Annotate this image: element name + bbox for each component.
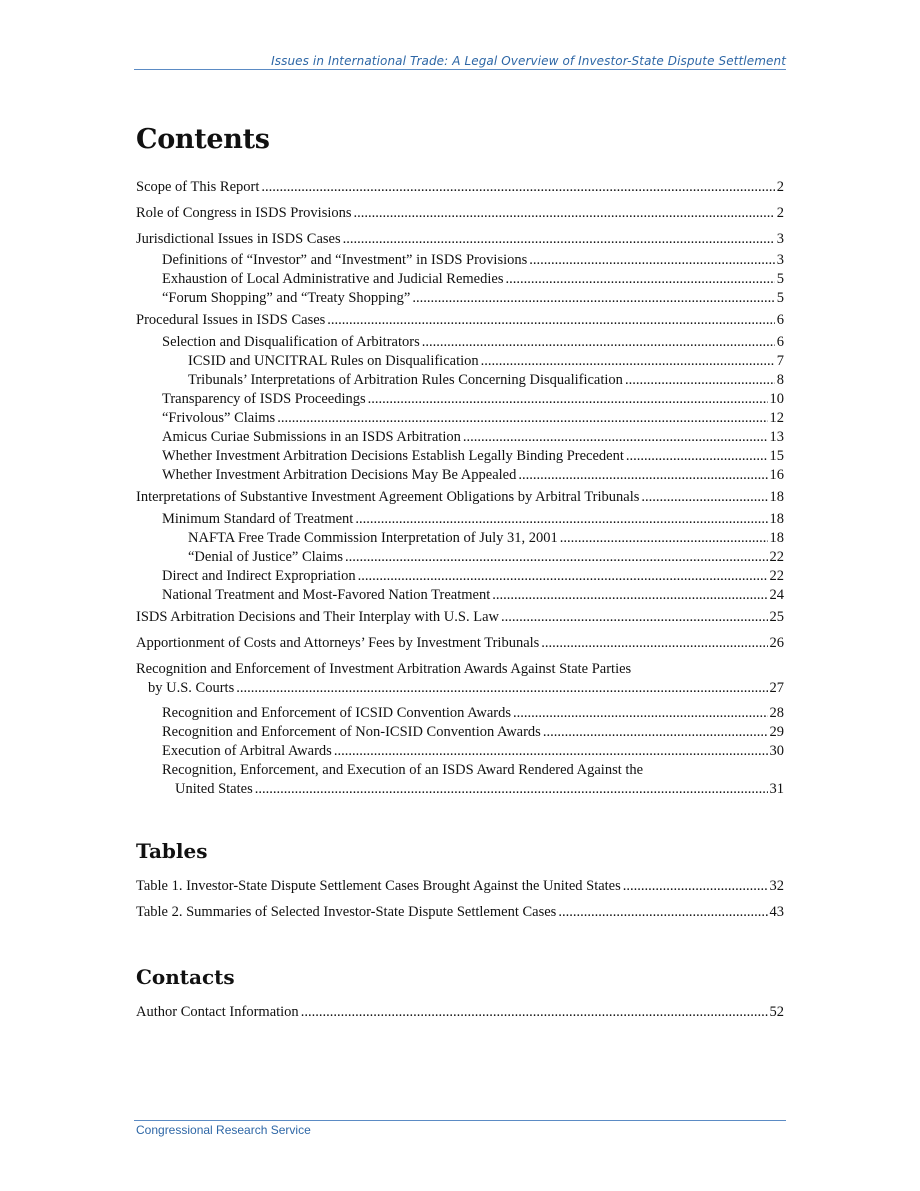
toc-entry-title: Execution of Arbitral Awards [162, 743, 332, 759]
dot-leader [327, 311, 774, 330]
toc-entry[interactable] [162, 289, 784, 308]
dot-leader [543, 723, 768, 742]
page-number: 15 [769, 448, 784, 464]
dot-leader [261, 178, 774, 197]
toc-entry-title: ISDS Arbitration Decisions and Their Interplay with U.S. Law [136, 609, 499, 625]
page-number: 3 [776, 252, 784, 268]
toc-entry-title: “Forum Shopping” and “Treaty Shopping” [162, 290, 411, 306]
table-entry-title: Table 2. Summaries of Selected Investor-State Dispute Settlement Cases [136, 904, 557, 920]
page-number: 16 [769, 467, 784, 483]
dot-leader [355, 510, 767, 529]
toc-entry-title-continued: by U.S. Courts [148, 680, 235, 696]
toc-entry[interactable] [175, 780, 784, 799]
toc-entry-title: Transparency of ISDS Proceedings [162, 391, 366, 407]
dot-leader [541, 634, 767, 653]
table-entry[interactable] [136, 903, 784, 922]
dot-leader [560, 529, 768, 548]
toc-entry[interactable] [188, 352, 784, 371]
page-number: 7 [776, 353, 784, 369]
tables-heading: Tables [136, 839, 208, 863]
page-number: 52 [769, 1004, 784, 1020]
toc-entry-title-continued: United States [175, 781, 253, 797]
dot-leader [236, 679, 767, 698]
toc-entry-title: Selection and Disqualification of Arbitrators [162, 334, 420, 350]
toc-entry[interactable] [162, 510, 784, 529]
page-number: 12 [769, 410, 784, 426]
toc-entry-title: Whether Investment Arbitration Decisions Establish Legally Binding Precedent [162, 448, 624, 464]
dot-leader [641, 488, 767, 507]
toc-entry-title: ICSID and UNCITRAL Rules on Disqualification [188, 353, 479, 369]
toc-entry[interactable] [162, 567, 784, 586]
dot-leader [422, 333, 775, 352]
running-header: Issues in International Trade: A Legal Overview of Investor-State Dispute Settlement [271, 54, 786, 68]
toc-entry[interactable] [148, 679, 784, 698]
toc-entry[interactable] [136, 204, 784, 223]
page-number: 22 [769, 549, 784, 565]
dot-leader [412, 289, 774, 308]
toc-entry[interactable] [162, 447, 784, 466]
page-number: 26 [769, 635, 784, 651]
toc-entry[interactable] [188, 371, 784, 390]
footer-rule [134, 1120, 786, 1121]
toc-entry-title: Scope of This Report [136, 179, 260, 195]
dot-leader [368, 390, 768, 409]
toc-entry-title: Interpretations of Substantive Investment Agreement Obligations by Arbitral Tribunals [136, 489, 640, 505]
table-entry-title: Table 1. Investor-State Dispute Settlement Cases Brought Against the United States [136, 878, 621, 894]
toc-entry-title: Amicus Curiae Submissions in an ISDS Arbitration [162, 429, 461, 445]
toc-entry[interactable] [136, 488, 784, 507]
toc-entry[interactable] [136, 311, 784, 330]
dot-leader [277, 409, 767, 428]
page-number: 28 [769, 705, 784, 721]
page-number: 2 [776, 179, 784, 195]
toc-entry-title: Procedural Issues in ISDS Cases [136, 312, 326, 328]
dot-leader [623, 877, 768, 896]
dot-leader [334, 742, 768, 761]
toc-entry-title: Role of Congress in ISDS Provisions [136, 205, 352, 221]
page-number: 22 [769, 568, 784, 584]
dot-leader [558, 903, 767, 922]
toc-entry-title: Recognition and Enforcement of Investment Arbitration Awards Against State Parties [136, 661, 632, 677]
page-number: 8 [776, 372, 784, 388]
dot-leader [343, 230, 775, 249]
dot-leader [301, 1003, 768, 1022]
page-number: 31 [769, 781, 784, 797]
footer-publisher: Congressional Research Service [136, 1123, 311, 1137]
contacts-heading: Contacts [136, 965, 235, 989]
page-number: 18 [769, 530, 784, 546]
page-number: 18 [769, 489, 784, 505]
contact-entry-title: Author Contact Information [136, 1004, 299, 1020]
dot-leader [463, 428, 768, 447]
toc-entry-title: Definitions of “Investor” and “Investment” in ISDS Provisions [162, 252, 528, 268]
toc-entry-title: Recognition and Enforcement of Non-ICSID Convention Awards [162, 724, 541, 740]
page-number: 6 [776, 334, 784, 350]
header-rule [134, 69, 786, 70]
toc-entry-title: Whether Investment Arbitration Decisions May Be Appealed [162, 467, 517, 483]
dot-leader [518, 466, 767, 485]
dot-leader [529, 251, 774, 270]
page-number: 29 [769, 724, 784, 740]
page-number: 3 [776, 231, 784, 247]
dot-leader [501, 608, 768, 627]
page-number: 18 [769, 511, 784, 527]
toc-entry[interactable] [162, 742, 784, 761]
toc-entry[interactable] [188, 548, 784, 567]
toc-entry-title: National Treatment and Most-Favored Nation Treatment [162, 587, 491, 603]
toc-entry-title: Minimum Standard of Treatment [162, 511, 354, 527]
page-number: 30 [769, 743, 784, 759]
dot-leader [513, 704, 767, 723]
dot-leader [625, 371, 775, 390]
toc-entry[interactable] [188, 529, 784, 548]
contact-entry[interactable] [136, 1003, 784, 1022]
page-number: 2 [776, 205, 784, 221]
toc-entry[interactable] [162, 409, 784, 428]
toc-entry-title: Direct and Indirect Expropriation [162, 568, 356, 584]
page-number: 5 [776, 271, 784, 287]
dot-leader [505, 270, 774, 289]
toc-entry[interactable] [162, 723, 784, 742]
dot-leader [481, 352, 775, 371]
toc-entry[interactable] [162, 704, 784, 723]
toc-entry-title: “Frivolous” Claims [162, 410, 276, 426]
table-entry[interactable] [136, 877, 784, 896]
toc-entry[interactable] [162, 390, 784, 409]
toc-entry[interactable] [136, 608, 784, 627]
toc-entry-title: Recognition and Enforcement of ICSID Convention Awards [162, 705, 512, 721]
toc-entry-title: Exhaustion of Local Administrative and Judicial Remedies [162, 271, 504, 287]
page-number: 10 [769, 391, 784, 407]
dot-leader [492, 586, 767, 605]
toc-entry[interactable] [136, 178, 784, 197]
page-number: 27 [769, 680, 784, 696]
page-number: 24 [769, 587, 784, 603]
page-number: 13 [769, 429, 784, 445]
dot-leader [345, 548, 767, 567]
toc-entry-title: Tribunals’ Interpretations of Arbitration Rules Concerning Disqualification [188, 372, 623, 388]
contents-heading: Contents [136, 124, 270, 155]
dot-leader [354, 204, 775, 223]
toc-entry[interactable] [162, 428, 784, 447]
page-number: 43 [769, 904, 784, 920]
dot-leader [358, 567, 768, 586]
toc-entry[interactable] [162, 586, 784, 605]
toc-entry-title: Jurisdictional Issues in ISDS Cases [136, 231, 341, 247]
toc-entry-title: NAFTA Free Trade Commission Interpretation of July 31, 2001 [188, 530, 558, 546]
dot-leader [255, 780, 768, 799]
page-number: 6 [776, 312, 784, 328]
toc-entry[interactable] [162, 333, 784, 352]
toc-entry[interactable] [136, 634, 784, 653]
toc-entry-title: “Denial of Justice” Claims [188, 549, 344, 565]
toc-entry[interactable] [162, 466, 784, 485]
toc-entry[interactable] [162, 251, 784, 270]
page-number: 25 [769, 609, 784, 625]
page-number: 32 [769, 878, 784, 894]
toc-entry[interactable] [136, 230, 784, 249]
toc-entry-title: Apportionment of Costs and Attorneys’ Fees by Investment Tribunals [136, 635, 540, 651]
page-number: 5 [776, 290, 784, 306]
toc-entry[interactable] [162, 270, 784, 289]
toc-entry-title: Recognition, Enforcement, and Execution of an ISDS Award Rendered Against the [162, 762, 644, 778]
dot-leader [626, 447, 768, 466]
